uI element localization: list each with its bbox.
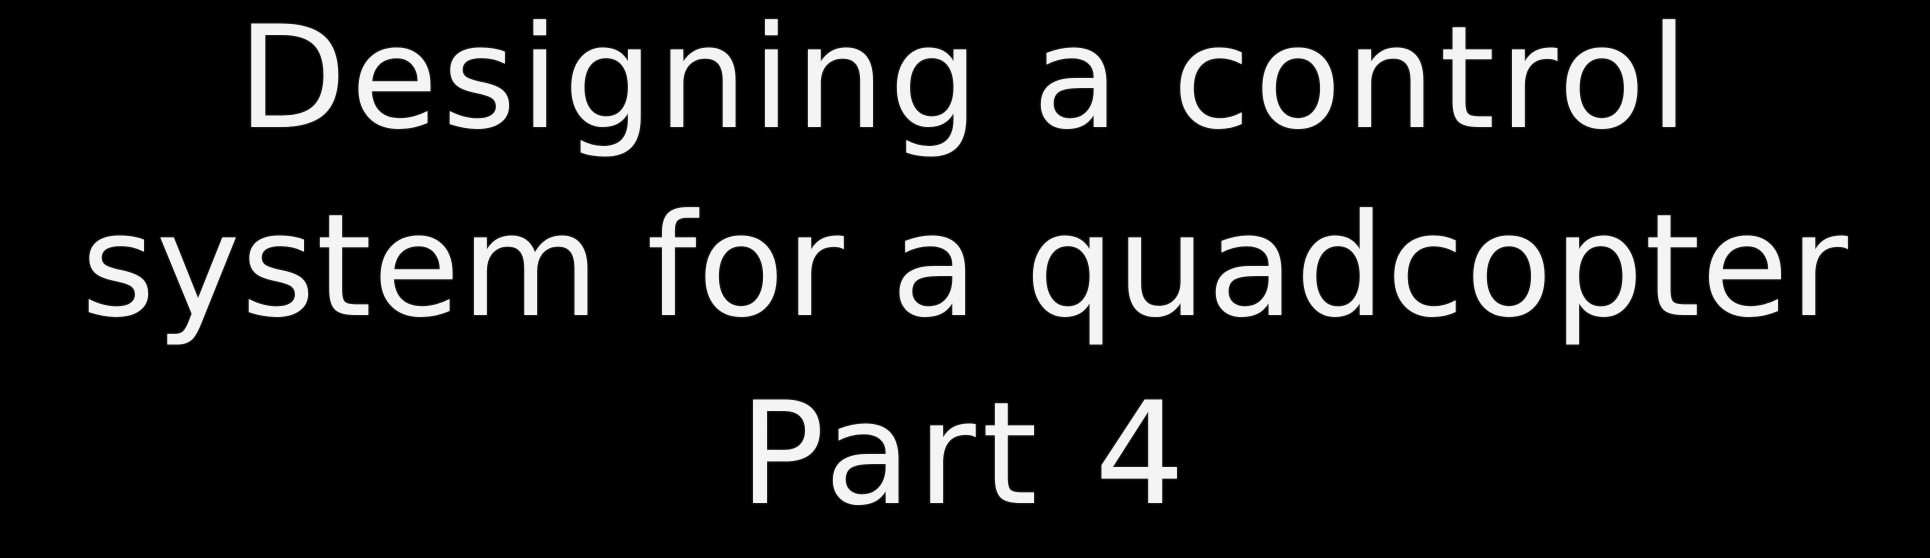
title-line-1: Designing a control (237, 0, 1693, 161)
title-line-2: system for a quadcopter (81, 184, 1849, 349)
title-line-3: Part 4 (739, 372, 1191, 537)
